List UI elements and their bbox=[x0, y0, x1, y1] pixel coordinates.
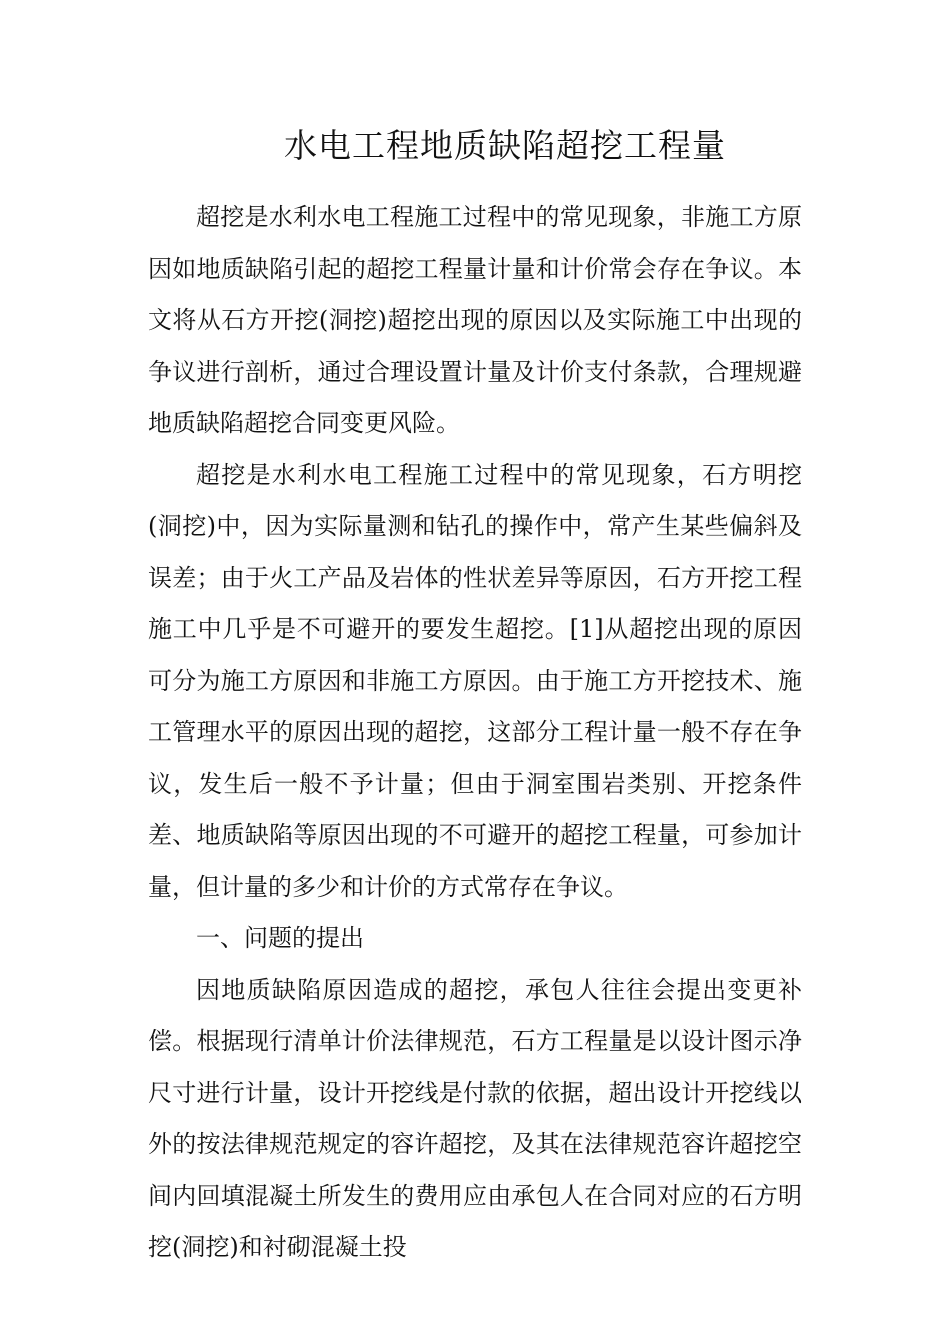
document-title: 水电工程地质缺陷超挖工程量 bbox=[284, 126, 726, 165]
paragraph-intro: 超挖是水利水电工程施工过程中的常见现象，非施工方原因如地质缺陷引起的超挖工程量计量和计价常会存在争议。本文将从石方开挖(洞挖)超挖出现的原因以及实际施工中出现的争议进行剖析，通过合理设置计量及计价支付条款，合理规避地质缺陷超挖合同变更风险。 bbox=[148, 203, 802, 437]
document-body bbox=[148, 192, 802, 1274]
paragraph-overbreak-causes: 超挖是水利水电工程施工过程中的常见现象，石方明挖(洞挖)中，因为实际量测和钻孔的操作中，常产生某些偏斜及误差；由于火工产品及岩体的性状差异等原因，石方开挖工程施工中几乎是不可避开的要发生超挖。[1]从超挖出现的原因可分为施工方原因和非施工方原因。由于施工方开挖技术、施工管理水平的原因出现的超挖，这部分工程计量一般不存在争议，发生后一般不予计量；但由于洞室围岩类别、开挖条件差、地质缺陷等原因出现的不可避开的超挖工程量，可参加计量，但计量的多少和计价的方式常存在争议。 bbox=[148, 460, 802, 901]
paragraph-problem: 因地质缺陷原因造成的超挖，承包人往往会提出变更补偿。根据现行清单计价法律规范，石方工程量是以设计图示净尺寸进行计量，设计开挖线是付款的依据，超出设计开挖线以外的按法律规范规定的容许超挖，及其在法律规范容许超挖空间内回填混凝土所发生的费用应由承包人在合同对应的石方明挖(洞挖)和衬砌混凝土投 bbox=[148, 975, 802, 1261]
section-heading: 一、问题的提出 bbox=[196, 924, 364, 952]
